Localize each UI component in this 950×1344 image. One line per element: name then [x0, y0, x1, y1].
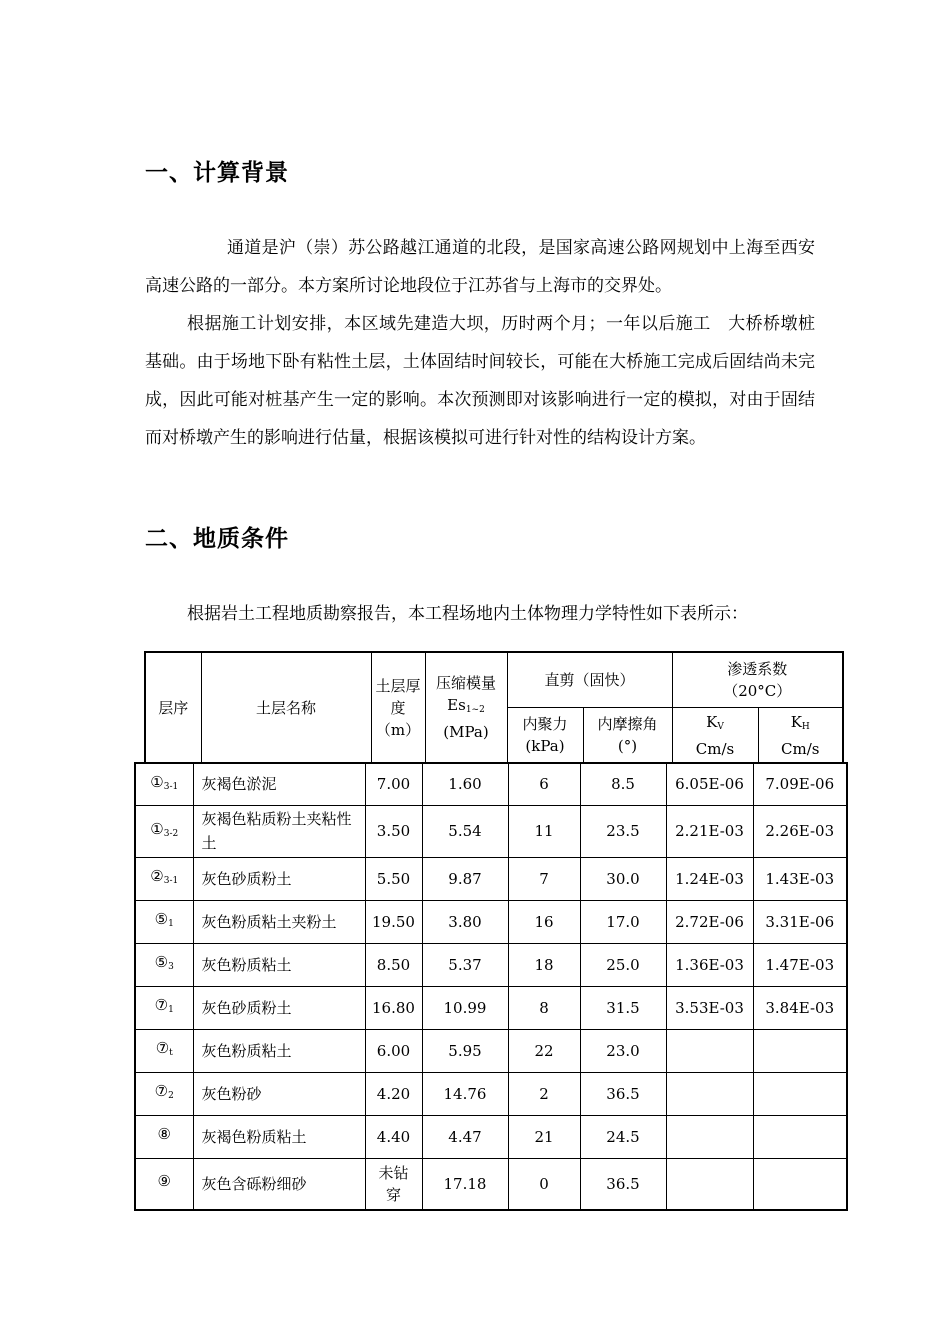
- cell-kv: [666, 1158, 753, 1210]
- cell-cohesion: 6: [508, 763, 580, 805]
- table-row: [135, 857, 847, 900]
- cell-thickness: 4.40: [365, 1115, 422, 1158]
- layer-no-symbol: ①: [150, 772, 164, 791]
- cell-layer-no: [135, 1029, 193, 1072]
- cell-layer-name: 灰色含砾粉细砂: [193, 1158, 365, 1210]
- cell-layer-no: [135, 1072, 193, 1115]
- table-row: [135, 1072, 847, 1115]
- cell-layer-no: [135, 1158, 193, 1210]
- cell-compression-modulus: 5.37: [422, 943, 508, 986]
- layer-no-symbol: ⑤: [154, 953, 169, 971]
- header-thickness: 土层厚度（m）: [371, 652, 425, 763]
- layer-no-subscript: 1: [168, 919, 174, 929]
- cell-thickness: 5.50: [365, 857, 422, 900]
- cell-layer-no: [135, 857, 193, 900]
- cell-compression-modulus: 5.54: [422, 805, 508, 857]
- cell-kv: 3.53E-03: [666, 986, 753, 1029]
- layer-no-symbol: ⑦: [155, 1039, 170, 1057]
- layer-no-symbol: ②: [150, 867, 164, 885]
- cell-kh: 7.09E-06: [753, 763, 847, 805]
- layer-no-subscript: 3: [168, 962, 174, 972]
- cell-thickness: 6.00: [365, 1029, 422, 1072]
- header-layer-name: 土层名称: [201, 652, 371, 763]
- cell-friction-angle: 24.5: [580, 1115, 666, 1158]
- cell-thickness: 7.00: [365, 763, 422, 805]
- soil-table-header: [144, 651, 844, 764]
- cell-compression-modulus: 14.76: [422, 1072, 508, 1115]
- header-kh: [758, 707, 843, 763]
- cell-compression-modulus: 3.80: [422, 900, 508, 943]
- cell-cohesion: 21: [508, 1115, 580, 1158]
- table-row: [135, 1115, 847, 1158]
- cell-thickness: 3.50: [365, 805, 422, 857]
- layer-no-symbol: ⑧: [157, 1125, 171, 1143]
- cell-friction-angle: 8.5: [580, 763, 666, 805]
- cell-friction-angle: 30.0: [580, 857, 666, 900]
- cell-layer-name: 灰色粉质粘土夹粉土: [193, 900, 365, 943]
- cell-cohesion: 0: [508, 1158, 580, 1210]
- header-compression-modulus: [425, 652, 507, 763]
- header-es-unit: (MPa): [443, 723, 489, 742]
- cell-thickness: 8.50: [365, 943, 422, 986]
- table-row: [135, 763, 847, 805]
- cell-compression-modulus: 1.60: [422, 763, 508, 805]
- table-row: [135, 1158, 847, 1210]
- cell-layer-name: 灰色砂质粉土: [193, 986, 365, 1029]
- header-cohesion: [507, 707, 583, 763]
- cell-kh: 1.43E-03: [753, 857, 847, 900]
- header-kh-unit: Cm/s: [781, 739, 820, 758]
- table-row: [135, 900, 847, 943]
- table-row: [135, 943, 847, 986]
- layer-no-symbol: ⑤: [154, 910, 169, 928]
- header-kv-label: K: [706, 712, 718, 731]
- cell-layer-no: [135, 986, 193, 1029]
- cell-thickness: 19.50: [365, 900, 422, 943]
- soil-table-body: [134, 762, 848, 1211]
- header-permeability: [672, 652, 843, 707]
- table-row: [135, 1029, 847, 1072]
- table-row: [135, 805, 847, 857]
- header-perm-temp: （20°C）: [723, 681, 792, 700]
- cell-compression-modulus: 10.99: [422, 986, 508, 1029]
- cell-cohesion: 7: [508, 857, 580, 900]
- header-friction-unit: (°): [617, 737, 638, 755]
- cell-cohesion: 11: [508, 805, 580, 857]
- cell-kv: 1.24E-03: [666, 857, 753, 900]
- cell-kh: [753, 1158, 847, 1210]
- layer-no-subscript: 1: [168, 1005, 174, 1015]
- cell-kv: 1.36E-03: [666, 943, 753, 986]
- cell-kh: [753, 1115, 847, 1158]
- layer-no-subscript: 3-1: [163, 876, 179, 886]
- cell-cohesion: 16: [508, 900, 580, 943]
- cell-thickness: 16.80: [365, 986, 422, 1029]
- layer-no-symbol: ⑦: [154, 1082, 169, 1100]
- layer-no-symbol: ⑦: [154, 996, 169, 1014]
- cell-layer-name: 灰褐色淤泥: [193, 763, 365, 805]
- cell-layer-no: [135, 1115, 193, 1158]
- header-kv-unit: Cm/s: [695, 739, 735, 758]
- cell-cohesion: 8: [508, 986, 580, 1029]
- cell-compression-modulus: 5.95: [422, 1029, 508, 1072]
- cell-kv: [666, 1029, 753, 1072]
- cell-kh: 3.31E-06: [753, 900, 847, 943]
- header-es-sub: 1~2: [465, 705, 485, 716]
- cell-kv: 2.21E-03: [666, 805, 753, 857]
- header-friction-angle: [583, 707, 672, 763]
- cell-kh: [753, 1072, 847, 1115]
- cell-layer-no: [135, 943, 193, 986]
- cell-thickness: 4.20: [365, 1072, 422, 1115]
- background-paragraph-1: 通道是沪（崇）苏公路越江通道的北段，是国家高速公路网规划中上海至西安高速公路的一部分。本方案所讨论地段位于江苏省与上海市的交界处。: [145, 238, 815, 296]
- header-kv-sub: V: [717, 721, 724, 732]
- cell-compression-modulus: 9.87: [422, 857, 508, 900]
- cell-layer-no: [135, 805, 193, 857]
- cell-kh: 2.26E-03: [753, 805, 847, 857]
- cell-layer-name: 灰色粉砂: [193, 1072, 365, 1115]
- cell-layer-name: 灰褐色粉质粘土: [193, 1115, 365, 1158]
- header-cohesion-label: 内聚力: [522, 715, 568, 733]
- cell-cohesion: 22: [508, 1029, 580, 1072]
- geology-intro: 根据岩土工程地质勘察报告，本工程场地内土体物理力学特性如下表所示：: [187, 604, 748, 624]
- cell-layer-name: 灰色粉质粘土: [193, 1029, 365, 1072]
- cell-layer-name: 灰褐色粘质粉土夹粘性土: [193, 805, 365, 857]
- cell-cohesion: 2: [508, 1072, 580, 1115]
- layer-no-subscript: 3-1: [163, 781, 179, 792]
- layer-no-subscript: 2: [168, 1091, 174, 1101]
- cell-friction-angle: 23.5: [580, 805, 666, 857]
- cell-kv: [666, 1072, 753, 1115]
- layer-no-symbol: ①: [150, 819, 164, 838]
- cell-kh: [753, 1029, 847, 1072]
- cell-friction-angle: 31.5: [580, 986, 666, 1029]
- cell-compression-modulus: 17.18: [422, 1158, 508, 1210]
- header-es-label: 压缩模量Es: [435, 674, 496, 715]
- header-layer-no: 层序: [145, 652, 201, 763]
- layer-no-symbol: ⑨: [157, 1172, 171, 1191]
- layer-no-subscript: 3-2: [163, 828, 179, 839]
- header-kh-sub: H: [801, 721, 810, 732]
- header-kv: [672, 707, 758, 763]
- header-friction-label: 内摩擦角: [597, 715, 658, 733]
- cell-layer-no: [135, 763, 193, 805]
- cell-friction-angle: 17.0: [580, 900, 666, 943]
- cell-layer-name: 灰色砂质粉土: [193, 857, 365, 900]
- layer-no-subscript: t: [169, 1048, 173, 1058]
- cell-compression-modulus: 4.47: [422, 1115, 508, 1158]
- cell-kh: 1.47E-03: [753, 943, 847, 986]
- section-heading-geology: 二、地质条件: [145, 526, 289, 552]
- header-perm-label: 渗透系数: [727, 659, 788, 678]
- cell-friction-angle: 36.5: [580, 1072, 666, 1115]
- section-heading-background: 一、计算背景: [145, 160, 289, 186]
- cell-kv: 6.05E-06: [666, 763, 753, 805]
- cell-kh: 3.84E-03: [753, 986, 847, 1029]
- cell-kv: 2.72E-06: [666, 900, 753, 943]
- cell-friction-angle: 25.0: [580, 943, 666, 986]
- header-kh-label: K: [790, 712, 802, 731]
- cell-kv: [666, 1115, 753, 1158]
- header-direct-shear: 直剪（固快）: [507, 652, 672, 707]
- cell-cohesion: 18: [508, 943, 580, 986]
- cell-friction-angle: 36.5: [580, 1158, 666, 1210]
- table-row: [135, 986, 847, 1029]
- background-paragraph-2: 根据施工计划安排，本区域先建造大坝，历时两个月；一年以后施工 大桥桥墩桩基础。由于场地下卧有粘性土层，土体固结时间较长，可能在大桥施工完成后固结尚未完成，因此可能对桩基产生一定的影响。本次预测即对该影响进行一定的模拟，对由于固结而对桥墩产生的影响进行估量，根据该模拟可进行针对性的结构设计方案。: [145, 314, 815, 448]
- cell-layer-no: [135, 900, 193, 943]
- cell-layer-name: 灰色粉质粘土: [193, 943, 365, 986]
- header-cohesion-unit: (kPa): [525, 737, 565, 755]
- cell-friction-angle: 23.0: [580, 1029, 666, 1072]
- cell-thickness: 未钻穿: [365, 1158, 422, 1210]
